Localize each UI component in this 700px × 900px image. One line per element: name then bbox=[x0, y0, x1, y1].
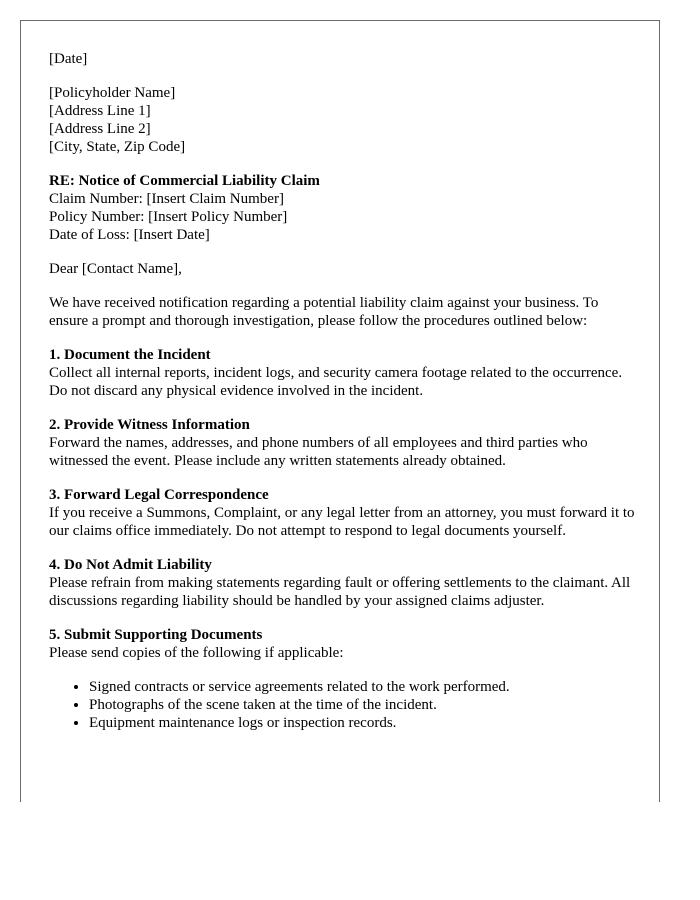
step-text: Forward the names, addresses, and phone numbers of all employees and third parties who witnessed the event. Please include any written statements already obtained. bbox=[49, 435, 588, 469]
step-text: Please refrain from making statements regarding fault or offering settlements to the claimant. All discussions regarding liability should be handled by your assigned claims adjuster. bbox=[49, 575, 631, 609]
list-item: • Equipment maintenance logs or inspection records. bbox=[89, 714, 639, 732]
claim-reference bbox=[49, 172, 639, 244]
step-title: 3. Forward Legal Correspondence bbox=[49, 487, 269, 503]
letter-page bbox=[20, 20, 660, 802]
claim-number: Claim Number: [Insert Claim Number] bbox=[49, 191, 284, 207]
salutation: Dear [Contact Name], bbox=[49, 261, 182, 277]
address-line: [Address Line 1] bbox=[49, 103, 151, 119]
address-line: [City, State, Zip Code] bbox=[49, 139, 186, 155]
policy-number: Policy Number: [Insert Policy Number] bbox=[49, 209, 288, 225]
supporting-documents-list bbox=[49, 678, 639, 732]
step-legal-correspondence bbox=[49, 486, 639, 540]
step-do-not-admit-liability bbox=[49, 556, 639, 610]
step-document-incident bbox=[49, 346, 639, 400]
step-title: 1. Document the Incident bbox=[49, 347, 211, 363]
step-text: If you receive a Summons, Complaint, or any legal letter from an attorney, you must forward it to our claims office immediately. Do not attempt to respond to legal documents yourself. bbox=[49, 505, 635, 539]
step-supporting-documents bbox=[49, 626, 639, 732]
list-item: • Photographs of the scene taken at the time of the incident. bbox=[89, 696, 639, 714]
address-line: [Address Line 2] bbox=[49, 121, 151, 137]
letter-body bbox=[49, 50, 639, 732]
list-item: • Signed contracts or service agreements related to the work performed. bbox=[89, 678, 639, 696]
intro-paragraph: We have received notification regarding a potential liability claim against your business. To ensure a prompt and thorough investigation, please follow the procedures outlined below: bbox=[49, 295, 599, 329]
subject-line: RE: Notice of Commercial Liability Claim bbox=[49, 173, 320, 189]
letter-date: [Date] bbox=[49, 51, 88, 67]
step-title: 5. Submit Supporting Documents bbox=[49, 627, 263, 643]
step-witness-information bbox=[49, 416, 639, 470]
recipient-address bbox=[49, 84, 639, 156]
step-text: Collect all internal reports, incident logs, and security camera footage related to the occurrence. Do not discard any physical evidence involved in the incident. bbox=[49, 365, 623, 399]
address-line: [Policyholder Name] bbox=[49, 85, 176, 101]
step-text: Please send copies of the following if applicable: bbox=[49, 645, 344, 661]
step-title: 4. Do Not Admit Liability bbox=[49, 557, 212, 573]
date-of-loss: Date of Loss: [Insert Date] bbox=[49, 227, 210, 243]
step-title: 2. Provide Witness Information bbox=[49, 417, 250, 433]
